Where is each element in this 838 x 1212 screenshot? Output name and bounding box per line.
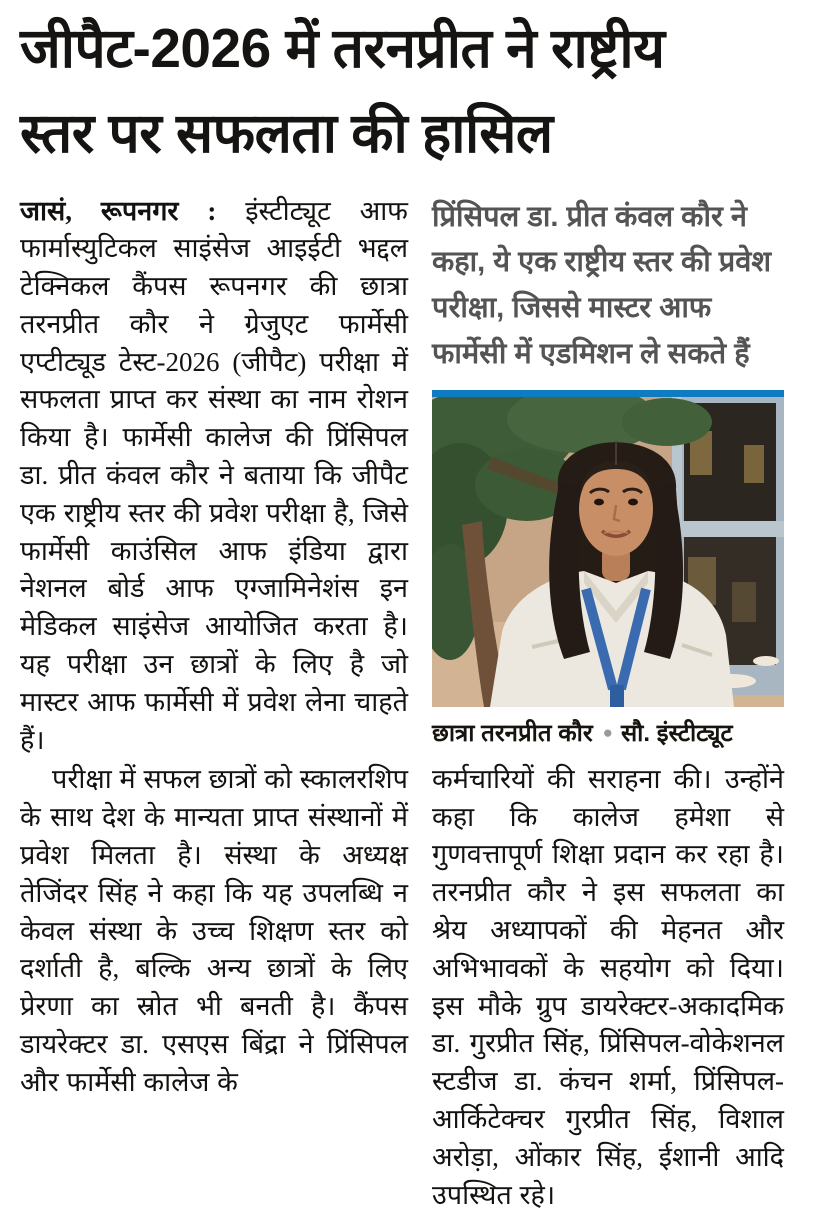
photo-block — [432, 390, 784, 749]
headline — [20, 6, 838, 177]
photo-top-rule — [432, 390, 784, 397]
article-body — [20, 193, 838, 1212]
photo-caption — [432, 716, 784, 749]
caption-bullet-icon: ● — [602, 722, 613, 742]
caption-credit: सौ. इंस्टीट्यूट — [620, 719, 733, 747]
student-photo — [432, 397, 784, 707]
pull-quote: प्रिंसिपल डा. प्रीत कंवल कौर ने कहा, ये एक राष्ट्रीय स्तर की प्रवेश परीक्षा, जिससे मास्टर आफ फार्मेसी में एडमिशन ले सकते हैं — [432, 200, 772, 370]
paragraph-1 — [20, 193, 408, 760]
right-column — [432, 193, 784, 1212]
paragraph-1-text: इंस्टीट्यूट आफ फार्मास्युटिकल साइंसेज आइईटी भद्दल टेक्निकल कैंपस रूपनगर की छात्रा तरनप्रीत कौर ने ग्रेजुएट फार्मेसी एप्टीट्यूड टेस्ट-2026 (जीपैट) परीक्षा में सफलता प्राप्त कर संस्था का नाम रोशन किया है। फार्मेसी कालेज की प्रिंसिपल डा. प्रीत कंवल कौर ने बताया कि जीपैट एक राष्ट्रीय स्तर की प्रवेश परीक्षा है, जिसे फार्मेसी काउंसिल आफ इंडिया द्वारा नेशनल बोर्ड आफ एग्जामिनेशंस इन मेडिकल साइंसेज आयोजित करता है। यह परीक्षा उन छात्रों के लिए है जो मास्टर आफ फार्मेसी में प्रवेश लेना चाहते हैं। — [20, 195, 408, 755]
headline-line-1: जीपैट-2026 में तरनप्रीत ने राष्ट्रीय — [20, 17, 665, 79]
dateline: जासं, रूपनगर : — [20, 195, 217, 226]
left-column — [20, 193, 408, 1212]
paragraph-2: परीक्षा में सफल छात्रों को स्कालरशिप के साथ देश के मान्यता प्राप्त संस्थानों में प्रवेश मिलता है। संस्था के अध्यक्ष तेजिंदर सिंह ने कहा कि यह उपलब्धि न केवल संस्था के उच्च शिक्षण स्तर को दर्शाती है, बल्कि अन्य छात्रों के लिए प्रेरणा का स्रोत भी बनती है। कैंपस डायरेक्टर डा. एसएस बिंद्रा ने प्रिंसिपल और फार्मेसी कालेज के — [20, 764, 408, 1097]
headline-line-2: स्तर पर सफलता की हासिल — [20, 102, 553, 165]
caption-name: छात्रा तरनप्रीत कौर — [432, 719, 593, 747]
paragraph-3: कर्मचारियों की सराहना की। उन्होंने कहा कि कालेज हमेशा से गुणवत्तापूर्ण शिक्षा प्रदान कर रहा है। तरनप्रीत कौर ने इस सफलता का श्रेय अध्यापकों की मेहनत और अभिभावकों के सहयोग को दिया। इस मौके ग्रुप डायरेक्टर-अकादमिक डा. गुरप्रीत सिंह, प्रिंसिपल-वोकेशनल स्टडीज डा. कंचन शर्मा, प्रिंसिपल-आर्किटेक्चर गुरप्रीत सिंह, विशाल अरोड़ा, ओंकार सिंह, ईशानी आदि उपस्थित रहे। — [432, 763, 784, 1210]
